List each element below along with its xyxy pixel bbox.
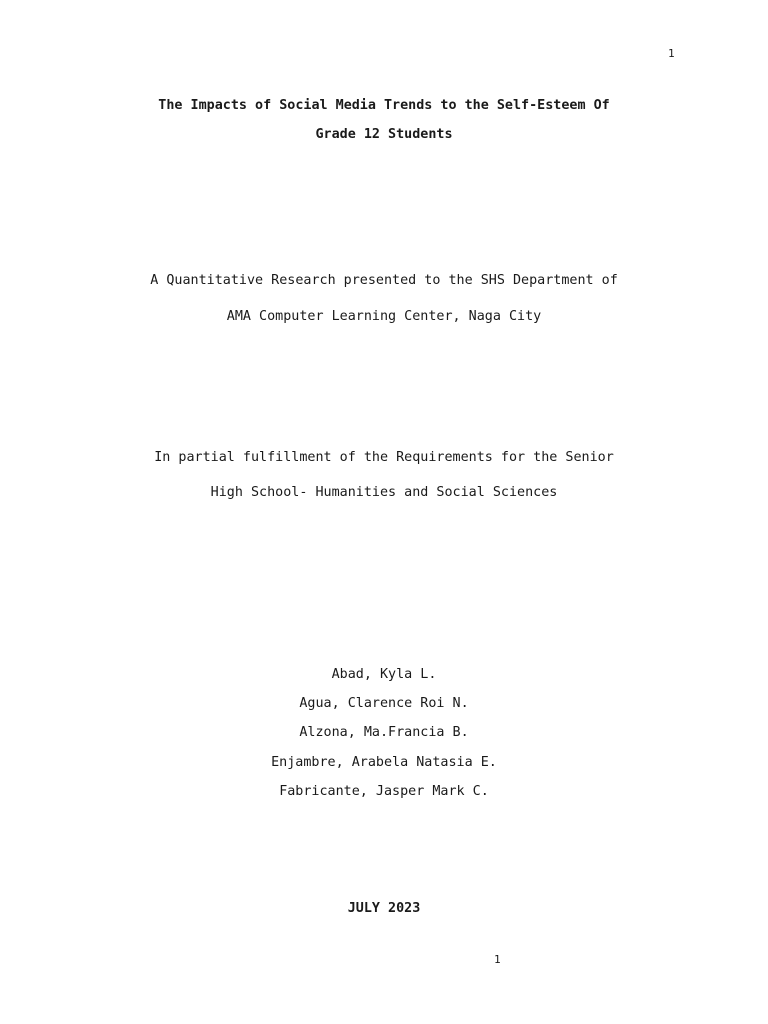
header-page-number: 1 — [668, 47, 675, 60]
fulfillment-line-2: High School- Humanities and Social Sciences — [210, 485, 558, 500]
submission-date: JULY 2023 — [347, 901, 421, 916]
footer-page-number: 1 — [494, 953, 501, 966]
title-line-1: The Impacts of Social Media Trends to the Self-Esteem Of — [158, 98, 610, 113]
author-name: Agua, Clarence Roi N. — [299, 696, 469, 711]
title-line-2: Grade 12 Students — [315, 127, 453, 142]
author-name: Fabricante, Jasper Mark C. — [279, 784, 489, 799]
author-name: Enjambre, Arabela Natasia E. — [271, 755, 497, 770]
fulfillment-line-1: In partial fulfillment of the Requirements for the Senior — [154, 450, 614, 465]
author-name: Abad, Kyla L. — [331, 667, 437, 682]
author-name: Alzona, Ma.Francia B. — [299, 725, 469, 740]
presentation-line-2: AMA Computer Learning Center, Naga City — [226, 309, 542, 324]
presentation-line-1: A Quantitative Research presented to the SHS Department of — [150, 273, 618, 288]
